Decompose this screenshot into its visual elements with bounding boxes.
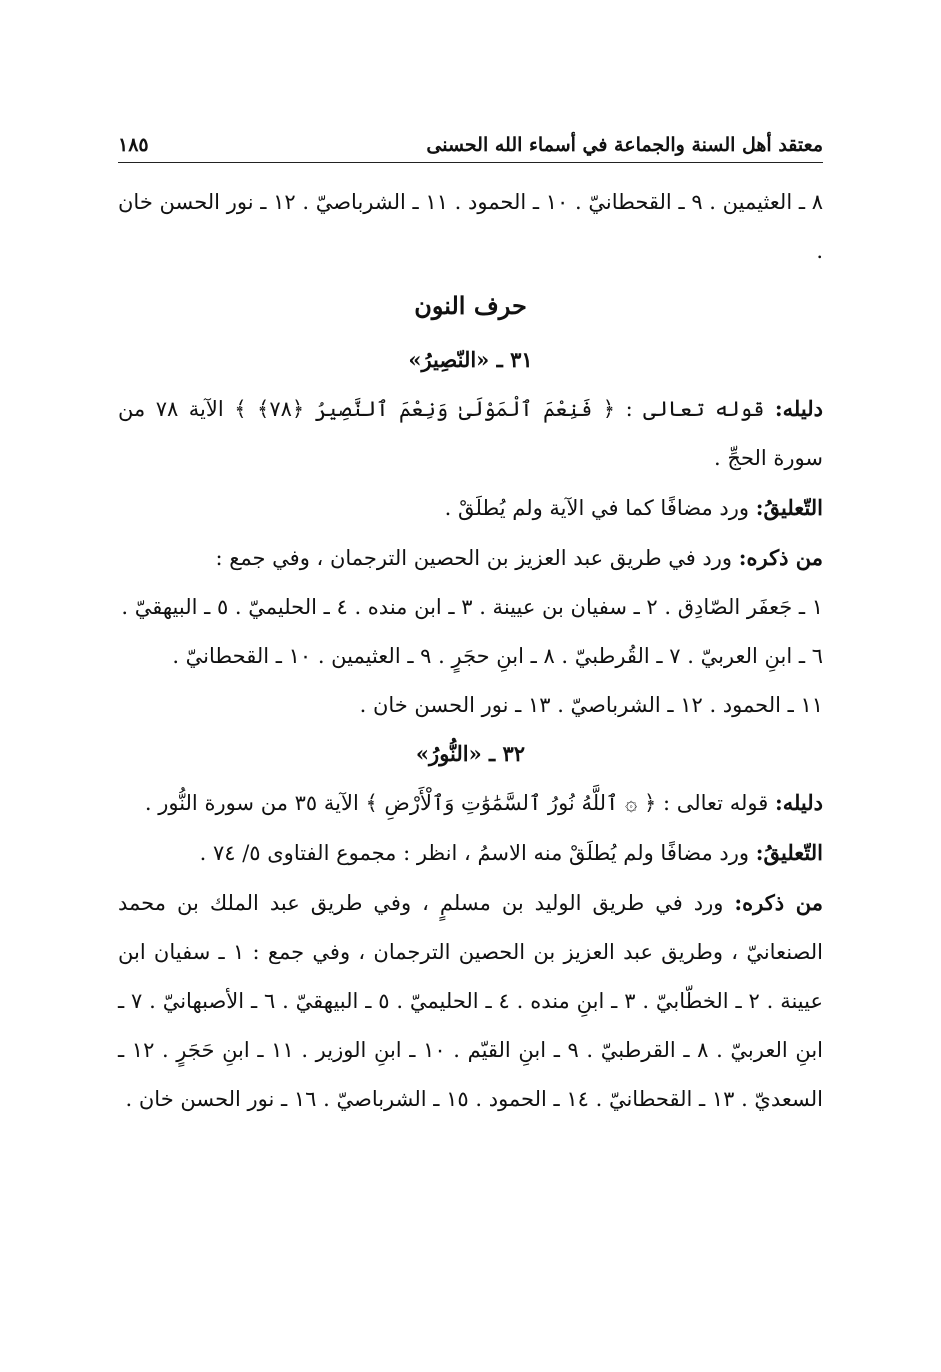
entry32-comment-text: ورد مضافًا ولم يُطلَقْ منه الاسمُ ، انظر : مجموع الفتاوى ٥/ ٧٤ . <box>199 841 750 865</box>
entry31-comment <box>118 483 823 533</box>
entry31-list-line: ١ ـ جَعفَر الصّادِق . ٢ ـ سفيان بن عيينة . ٣ ـ ابن منده . ٤ ـ الحليميّ . ٥ ـ البيهقيّ . <box>121 595 823 619</box>
running-title: معتقد أهل السنة والجماعة في أسماء الله الحسنى <box>426 134 823 156</box>
entry31-evidence-text: قوله تعالى : ﴿ فَنِعْمَ ٱلْمَوْلَىٰ وَنِعْمَ ٱلنَّصِيرُ ﴿٧٨﴾ ﴾ الآية ٧٨ من سورة الحجِّ . <box>118 397 823 470</box>
entry31-comment-text: ورد مضافًا كما في الآية ولم يُطلَقْ . <box>444 496 750 520</box>
entry32-mentioned-text: ورد في طريق الوليد بن مسلمٍ ، وفي طريق عبد الملك بن محمد الصنعانيّ ، وطريق عبد العزيز بن الحصين الترجمان ، وفي جمع : ١ ـ سفيان ابن عيينة . ٢ ـ الخطّابيّ . ٣ ـ ابنِ منده . ٤ ـ الحليميّ . ٥ ـ البيهقيّ . ٦ ـ الأصبهانيّ . ٧ ـ ابنِ العربيّ . ٨ ـ القرطبيّ . ٩ ـ ابنِ القيّم . ١٠ ـ ابنِ الوزير . ١١ ـ ابنِ حَجَرٍ . ١٢ ـ السعديّ . ١٣ ـ القحطانيّ . ١٤ ـ الحمود . ١٥ ـ الشرباصيّ . ١٦ ـ نور الحسن خان . <box>118 891 824 1111</box>
entry31-evidence <box>118 384 823 483</box>
entry32-comment <box>118 828 823 878</box>
entry31-mentioned-text: ورد في طريق عبد العزيز بن الحصين الترجمان ، وفي جمع : <box>215 546 733 570</box>
header-divider <box>118 162 823 163</box>
entry32-comment-label: التّعليقُ: <box>755 840 823 865</box>
page-body <box>118 178 823 1124</box>
entry31-mentioned <box>118 533 823 583</box>
running-header <box>118 122 823 156</box>
entry32-mentioned-label: من ذكره: <box>734 890 823 915</box>
entry31-list-line: ٦ ـ ابنِ العربيّ . ٧ ـ القُرطبيّ . ٨ ـ ابنِ حجَرٍ . ٩ ـ العثيمين . ١٠ ـ القحطانيّ . <box>172 644 823 668</box>
continuation-paragraph: ٨ ـ العثيمين . ٩ ـ القحطانيّ . ١٠ ـ الحمود . ١١ ـ الشرباصيّ . ١٢ ـ نور الحسن خان . <box>118 190 823 263</box>
entry31-list-line: ١١ ـ الحمود . ١٢ ـ الشرباصيّ . ١٣ ـ نور الحسن خان . <box>359 693 823 717</box>
section-title: حرف النون <box>414 291 527 320</box>
entry32-evidence <box>118 778 823 828</box>
entry32-mentioned <box>118 878 823 1124</box>
entry32-evidence-text: قوله تعالى : ﴿ ۞ ٱللَّهُ نُورُ ٱلسَّمَٰوَٰتِ وَٱلْأَرْضِ ﴾ الآية ٣٥ من سورة النُّور . <box>144 791 769 815</box>
entry31-evidence-label: دليله: <box>774 396 823 421</box>
entry32-evidence-label: دليله: <box>774 790 823 815</box>
entry31-heading: ٣١ ـ «النّصِيرُ» <box>408 347 533 372</box>
entry31-comment-label: التّعليقُ: <box>755 495 823 520</box>
entry31-mentioned-label: من ذكره: <box>738 545 823 570</box>
entry32-heading: ٣٢ ـ «النُّورُ» <box>415 741 526 766</box>
page-number: ١٨٥ <box>118 134 149 156</box>
